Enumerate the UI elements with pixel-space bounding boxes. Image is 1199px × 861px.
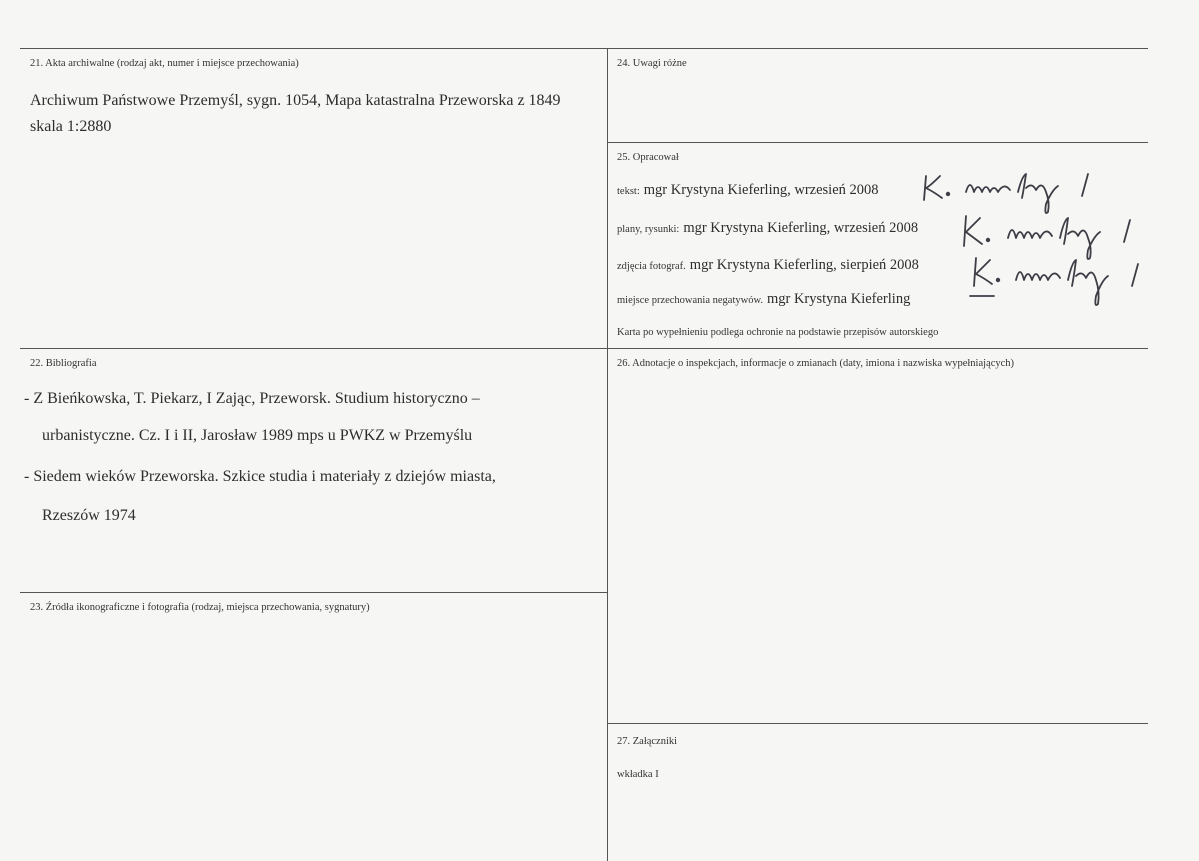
photos-author-label: zdjęcia fotograf. xyxy=(617,261,686,272)
text-author-value: mgr Krystyna Kieferling, wrzesień 2008 xyxy=(643,182,879,198)
copyright-note: Karta po wypełnieniu podlega ochronie na podstawie przepisów autorskiego xyxy=(617,327,939,338)
section-25-title: 25. Opracował xyxy=(617,152,679,163)
plans-author-row xyxy=(617,219,918,237)
section-21-archival-records xyxy=(30,58,299,69)
rule-26-27 xyxy=(607,723,1148,724)
section-23-iconographic-sources xyxy=(30,602,370,613)
archival-record-line-2: skala 1:2880 xyxy=(30,118,112,135)
top-rule xyxy=(20,48,1148,49)
section-27-title: 27. Załączniki xyxy=(617,736,678,747)
plans-author-value: mgr Krystyna Kieferling, wrzesień 2008 xyxy=(683,220,919,236)
bibliography-line-1: - Z Bieńkowska, T. Piekarz, I Zając, Przeworsk. Studium historyczno – xyxy=(24,390,480,407)
section-26-title: 26. Adnotacje o inspekcjach, informacje o zmianach (daty, imiona i nazwiska wypełniających) xyxy=(617,358,1015,369)
bibliography-line-2: urbanistyczne. Cz. I i II, Jarosław 1989 mps u PWKZ w Przemyślu xyxy=(42,427,473,444)
plans-author-label: plany, rysunki: xyxy=(617,224,680,235)
center-divider xyxy=(607,48,608,861)
section-26-annotations xyxy=(617,358,1014,369)
section-22-bibliography xyxy=(30,358,97,369)
signature-3 xyxy=(968,252,1158,310)
section-22-title: 22. Bibliografia xyxy=(30,358,97,369)
bibliography-line-4: Rzeszów 1974 xyxy=(42,507,136,524)
section-24-title: 24. Uwagi różne xyxy=(617,58,687,69)
negatives-location-label: miejsce przechowania negatywów. xyxy=(617,295,763,306)
archival-record-line-1: Archiwum Państwowe Przemyśl, sygn. 1054, Mapa katastralna Przeworska z 1849 xyxy=(30,92,561,109)
photos-author-value: mgr Krystyna Kieferling, sierpień 2008 xyxy=(689,257,919,273)
rule-22-23 xyxy=(20,592,607,593)
section-23-title: 23. Źródła ikonograficzne i fotografia (rodzaj, miejsca przechowania, sygnatury) xyxy=(30,602,370,613)
attachment-value: wkładka I xyxy=(617,769,659,780)
photos-author-row xyxy=(617,256,919,274)
text-author-row xyxy=(617,181,879,199)
section-27-attachments xyxy=(617,736,677,747)
section-25-prepared-by xyxy=(617,152,679,163)
bibliography-line-3: - Siedem wieków Przeworska. Szkice studia i materiały z dziejów miasta, xyxy=(24,468,496,485)
negatives-location-row xyxy=(617,290,910,308)
section-21-title: 21. Akta archiwalne (rodzaj akt, numer i miejsce przechowania) xyxy=(30,58,299,69)
negatives-location-value: mgr Krystyna Kieferling xyxy=(766,291,911,307)
text-author-label: tekst: xyxy=(617,186,640,197)
section-24-remarks xyxy=(617,58,687,69)
rule-24-25 xyxy=(607,142,1148,143)
rule-21-22 xyxy=(20,348,1148,349)
